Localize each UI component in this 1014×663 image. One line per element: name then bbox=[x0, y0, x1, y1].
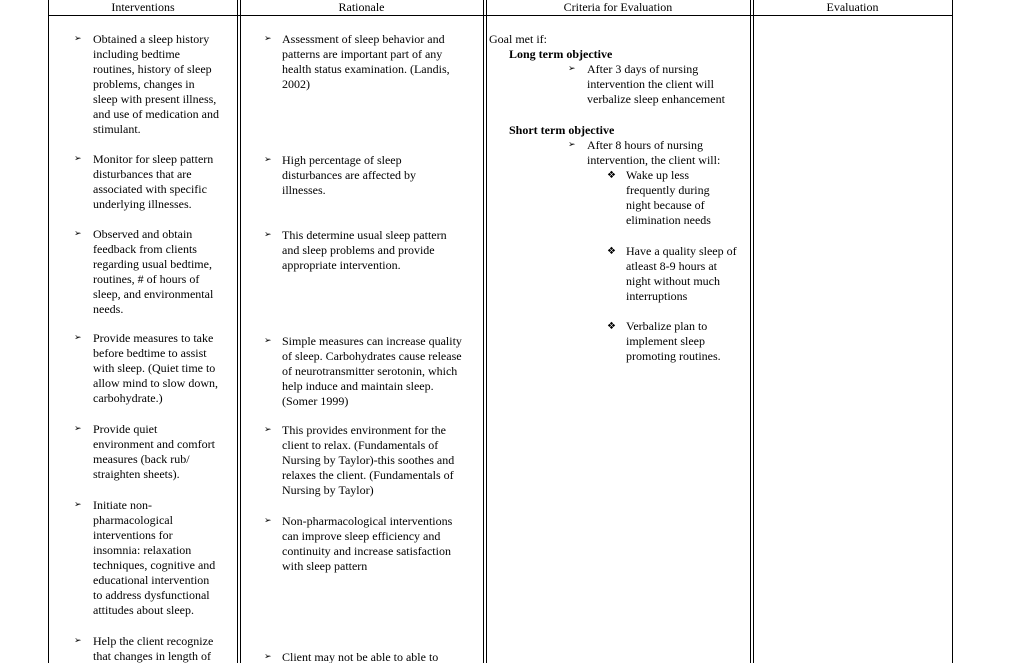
arrow-bullet-icon: ➢ bbox=[264, 155, 272, 165]
diamond-bullet-icon: ❖ bbox=[607, 170, 616, 181]
arrow-bullet-icon: ➢ bbox=[74, 34, 82, 44]
arrow-bullet-icon: ➢ bbox=[264, 336, 272, 346]
arrow-bullet-icon: ➢ bbox=[74, 333, 82, 343]
long-term-objective-title: Long term objective bbox=[509, 47, 613, 61]
header-evaluation: Evaluation bbox=[826, 0, 879, 14]
arrow-bullet-icon: ➢ bbox=[264, 652, 272, 662]
evaluation-column bbox=[754, 17, 950, 657]
diamond-bullet-icon: ❖ bbox=[607, 321, 616, 332]
arrow-bullet-icon: ➢ bbox=[264, 34, 272, 44]
arrow-bullet-icon: ➢ bbox=[264, 516, 272, 526]
header-interventions: Interventions bbox=[111, 0, 175, 14]
goal-met-label: Goal met if: bbox=[489, 32, 547, 46]
arrow-bullet-icon: ➢ bbox=[74, 636, 82, 646]
header-row-divider bbox=[48, 15, 953, 16]
header-criteria: Criteria for Evaluation bbox=[563, 0, 673, 14]
care-plan-page: Interventions Rationale Criteria for Evaluation Evaluation ➢ Obtained a sleep history including bedtime routines, history of sleep problems, changes in sleep with present illness, and use of medication and stimulant. ➢ Monitor for sleep pattern disturbances that are associated with specific underlying illnesses. ➢ Observed and obtain feedback from clients regarding usual bedtime, routines, # of hours of sleep, and environmental needs. ➢ Provide measures to take before bedtime to assist with sleep. (Quiet time to allow mind to slow down, carbohydrate.) ➢ Provide quiet environment and comfort measures (back rub/ straighten sheets). ➢ Initiate non- pharmacological interventions for insomnia: relaxation techniques, cognitive and educational intervention to address dysfunctional attitudes about sleep. ➢ Help the client recognize that changes in length of ➢ Assessment of sleep behavior and patterns are important part of any health status examination. (Landis, 2002) ➢ High percentage of sleep disturbances are affected by illnesses. ➢ This determine usual sleep pattern and sleep problems and provide appropriate intervention. ➢ Simple measures can increase quality of sleep. Carbohydrates cause release of neurotransmitter serotonin, which help induce and maintain sleep. (Somer 1999) ➢ This provides environment for the client to relax. (Fundamentals of Nursing by Taylor)-this soothes and relaxes the client. (Fundamentals of Nursing by Taylor) ➢ Non-pharmacological interventions can improve sleep efficiency and continuity and increase satisfaction with sleep pattern ➢ Client may not be able to able to Goal met if: Long term objective ➢ After 3 days of nursing intervention the client will verbalize sleep enhancement Short term objective ➢ After 8 hours of nursing intervention, the client will: ❖ Wake up less frequently during night because of elimination needs ❖ Have a quality sleep of atleast 8-9 hours at night without much interruptions ❖ Verbalize plan to implement sleep promoting routines. bbox=[0, 0, 1014, 663]
arrow-bullet-icon: ➢ bbox=[568, 140, 576, 150]
arrow-bullet-icon: ➢ bbox=[74, 154, 82, 164]
short-term-objective-title: Short term objective bbox=[509, 123, 615, 137]
arrow-bullet-icon: ➢ bbox=[568, 64, 576, 74]
arrow-bullet-icon: ➢ bbox=[74, 229, 82, 239]
arrow-bullet-icon: ➢ bbox=[264, 425, 272, 435]
header-rationale: Rationale bbox=[338, 0, 385, 14]
arrow-bullet-icon: ➢ bbox=[74, 500, 82, 510]
table-border-right bbox=[952, 0, 953, 663]
table-border-left bbox=[48, 0, 49, 663]
arrow-bullet-icon: ➢ bbox=[74, 424, 82, 434]
arrow-bullet-icon: ➢ bbox=[264, 230, 272, 240]
diamond-bullet-icon: ❖ bbox=[607, 246, 616, 257]
